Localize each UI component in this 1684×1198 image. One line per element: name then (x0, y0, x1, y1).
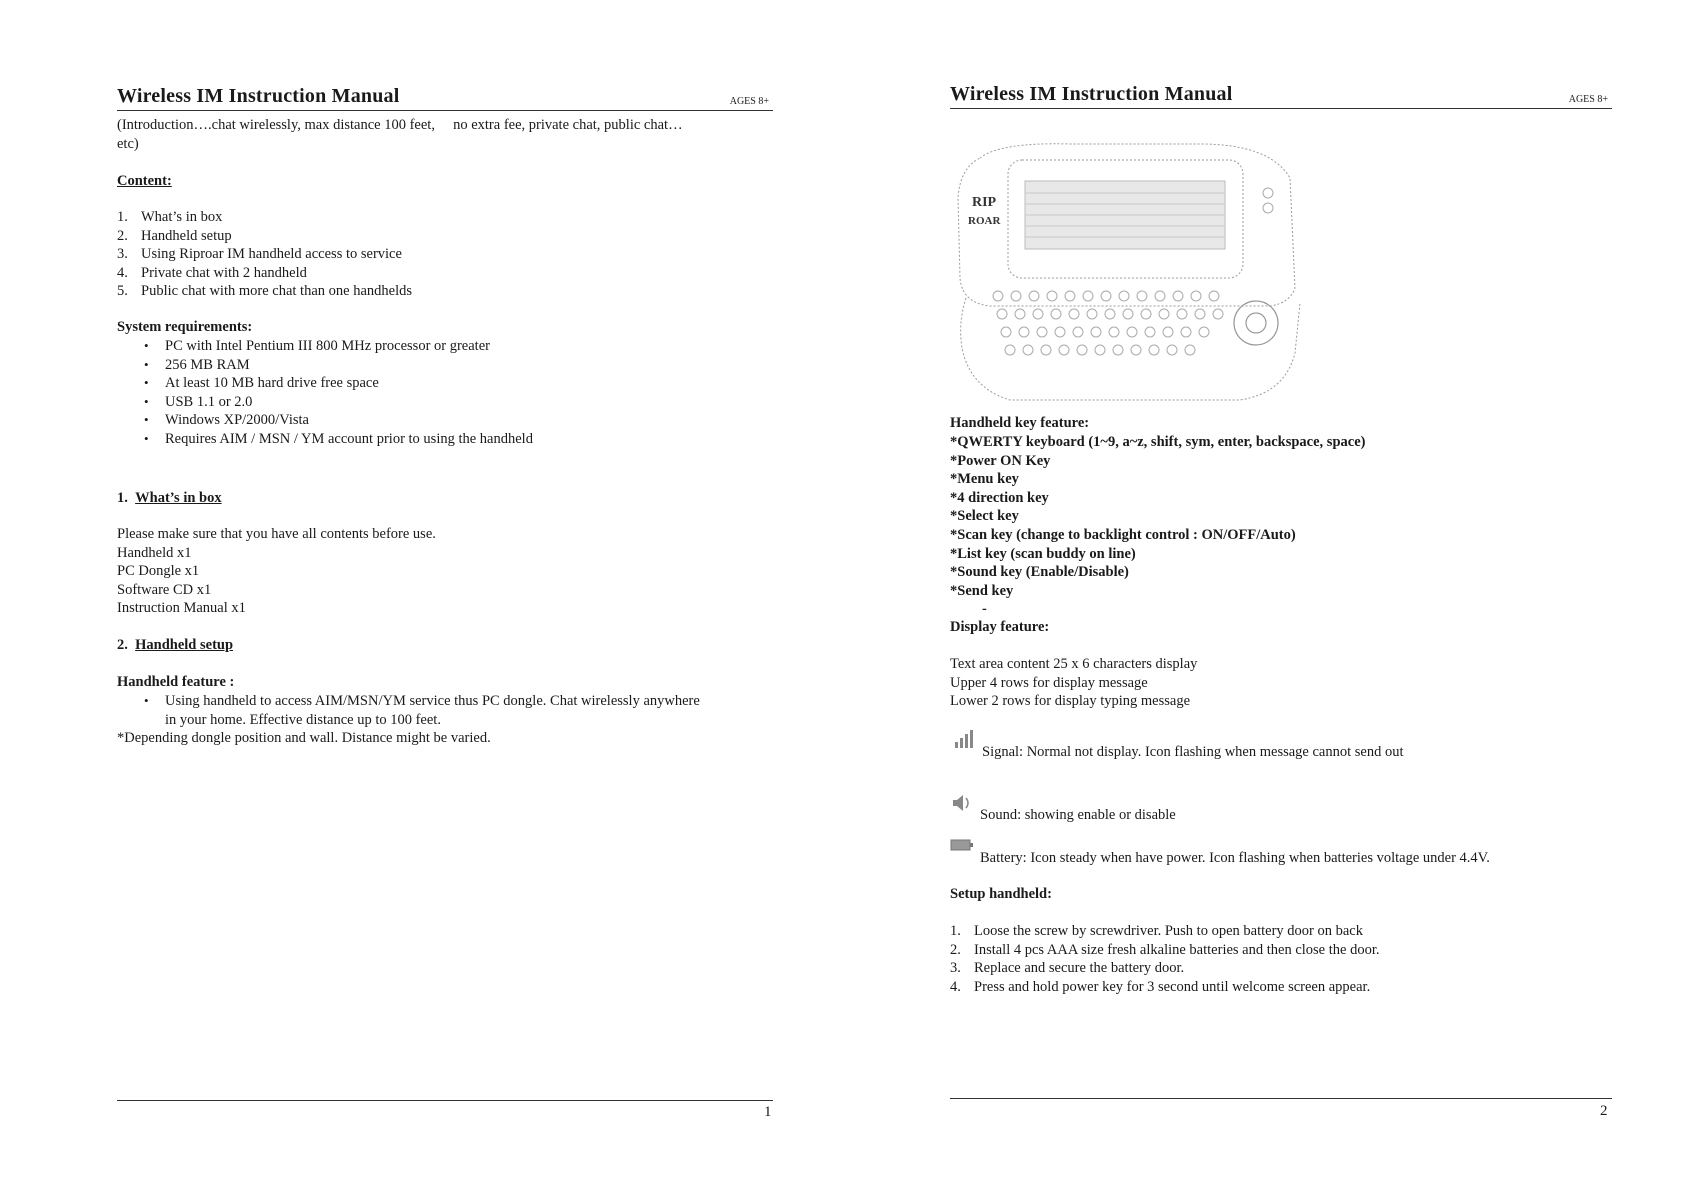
list-item: • Requires AIM / MSN / YM account prior to using the handheld (117, 430, 533, 449)
distance-note: *Depending dongle position and wall. Distance might be varied. (117, 730, 491, 746)
list-item: • Using handheld to access AIM/MSN/YM service thus PC dongle. Chat wirelessly anywhere in your home. Effective distance up to 100 feet. (117, 692, 700, 729)
footer-divider (117, 1100, 773, 1101)
list-item: *Menu key (950, 471, 1019, 488)
display-feature-heading: Display feature: (950, 619, 1050, 635)
device-side-buttons (1263, 188, 1273, 213)
list-item: • 256 MB RAM (117, 356, 533, 375)
handheld-feature-list (117, 692, 700, 729)
intro-line-2: etc) (117, 135, 139, 152)
handheld-feature-heading: Handheld feature : (117, 674, 235, 690)
list-item: • Windows XP/2000/Vista (117, 411, 533, 430)
list-item: 2. Install 4 pcs AAA size fresh alkaline batteries and then close the door. (950, 941, 1380, 958)
box-intro: Please make sure that you have all contents before use. (117, 526, 436, 542)
list-item: • USB 1.1 or 2.0 (117, 393, 533, 412)
intro-line-1: (Introduction….chat wirelessly, max distance 100 feet, no extra fee, private chat, public chat… (117, 117, 683, 133)
ages-label: AGES 8+ (729, 96, 769, 107)
sysreq-list (117, 337, 533, 449)
list-item: Lower 2 rows for display typing message (950, 693, 1191, 710)
list-item: *List key (scan buddy on line) (950, 545, 1136, 562)
battery-icon (950, 836, 974, 854)
list-item: 1. What’s in box (117, 209, 223, 225)
riproar-logo-bottom: ROAR (968, 215, 1001, 227)
section-1-heading: 1. What’s in box (117, 490, 222, 506)
keyboard (993, 291, 1223, 355)
page-number: 1 (764, 1104, 772, 1120)
left-header (117, 86, 773, 111)
device-screen (1025, 181, 1225, 249)
list-item: *Scan key (change to backlight control : ON/OFF/Auto) (950, 526, 1296, 543)
list-item: *Select key (950, 508, 1019, 525)
setup-heading: Setup handheld: (950, 886, 1052, 902)
list-item: *QWERTY keyboard (1~9, a~z, shift, sym, enter, backspace, space) (950, 434, 1366, 450)
box-contents (117, 525, 436, 618)
list-item: *Sound key (Enable/Disable) (950, 564, 1129, 581)
list-item: Instruction Manual x1 (117, 600, 246, 617)
right-header (950, 84, 1612, 109)
setup-steps (950, 922, 1379, 996)
signal-icon (952, 728, 974, 750)
list-item: • PC with Intel Pentium III 800 MHz processor or greater (117, 337, 533, 356)
handheld-device-illustration (950, 138, 1310, 408)
sysreq-heading: System requirements: (117, 319, 253, 335)
battery-description: Battery: Icon steady when have power. Icon flashing when batteries voltage under 4.4V. (980, 850, 1490, 866)
list-item: 2. Handheld setup (117, 227, 232, 244)
list-item: *Power ON Key (950, 452, 1051, 469)
ages-label: AGES 8+ (1568, 94, 1608, 105)
key-feature-list (950, 433, 1365, 600)
content-heading: Content: (117, 173, 172, 189)
list-item: 3. Using Riproar IM handheld access to service (117, 246, 402, 263)
list-item: 4. Press and hold power key for 3 second until welcome screen appear. (950, 978, 1371, 995)
page-number: 2 (1600, 1103, 1608, 1119)
list-item: *4 direction key (950, 489, 1049, 506)
key-feature-heading: Handheld key feature: (950, 415, 1090, 431)
display-feature-lines (950, 655, 1197, 711)
list-item: Handheld x1 (117, 544, 192, 561)
list-item: Upper 4 rows for display message (950, 674, 1148, 691)
list-item: PC Dongle x1 (117, 563, 200, 580)
right-page (842, 0, 1684, 1198)
intro-text (117, 116, 683, 153)
list-item: • At least 10 MB hard drive free space (117, 374, 533, 393)
direction-pad (1234, 301, 1278, 345)
sound-icon (950, 792, 972, 814)
signal-description: Signal: Normal not display. Icon flashing when message cannot send out (982, 744, 1404, 760)
list-item: Text area content 25 x 6 characters display (950, 656, 1198, 672)
manual-title: Wireless IM Instruction Manual (950, 83, 1233, 105)
section-2-heading: 2. Handheld setup (117, 637, 234, 653)
list-item: 4. Private chat with 2 handheld (117, 264, 307, 281)
list-item: 1. Loose the screw by screwdriver. Push to open battery door on back (950, 923, 1363, 939)
dash-mark: - (982, 601, 987, 617)
contents-list (117, 208, 412, 301)
riproar-logo-top: RIP (972, 195, 997, 210)
manual-title: Wireless IM Instruction Manual (117, 85, 400, 107)
sound-description: Sound: showing enable or disable (980, 807, 1176, 823)
footer-divider (950, 1098, 1612, 1099)
list-item: 5. Public chat with more chat than one handhelds (117, 283, 412, 300)
list-item: 3. Replace and secure the battery door. (950, 960, 1185, 977)
list-item: Software CD x1 (117, 581, 212, 598)
list-item: *Send key (950, 582, 1014, 599)
